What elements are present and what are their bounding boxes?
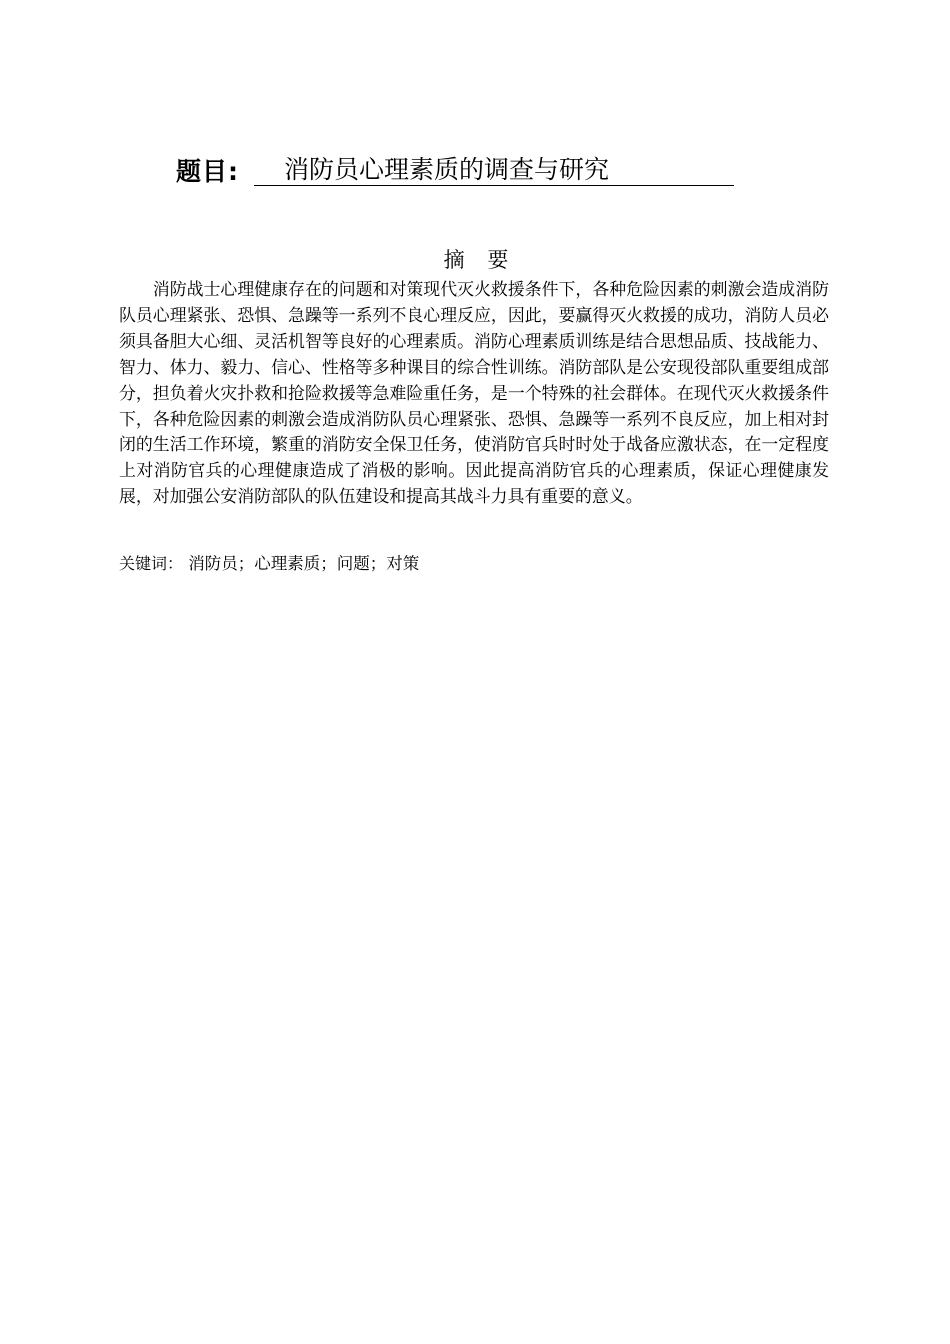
keywords-label: 关键词： <box>119 554 184 573</box>
abstract-body: 消防战士心理健康存在的问题和对策现代灭火救援条件下，各种危险因素的刺激会造成消防队员心理紧张、恐惧、急躁等一系列不良心理反应，因此，要赢得灭火救援的成功，消防人员必须具备胆大心细、灵活机智等良好的心理素质。消防心理素质训练是结合思想品质、技战能力、智力、体力、毅力、信心、性格等多种课目的综合性训练。消防部队是公安现役部队重要组成部分，担负着火灾扑救和抢险救援等急难险重任务，是一个特殊的社会群体。在现代灭火救援条件下，各种危险因素的刺激会造成消防队员心理紧张、恐惧、急躁等一系列不良反应，加上相对封闭的生活工作环境，繁重的消防安全保卫任务，使消防官兵时时处于战备应激状态，在一定程度上对消防官兵的心理健康造成了消极的影响。因此提高消防官兵的心理素质，保证心理健康发展，对加强公安消防部队的队伍建设和提高其战斗力具有重要的意义。 <box>119 279 829 507</box>
keywords-value: 消防员；心理素质；问题；对策 <box>188 554 420 573</box>
keywords-line <box>119 552 829 576</box>
title-line <box>176 150 776 196</box>
abstract-heading: 摘 要 <box>443 248 517 272</box>
title-prefix: 题目: <box>176 157 239 186</box>
document-title: 消防员心理素质的调查与研究 <box>254 150 734 186</box>
